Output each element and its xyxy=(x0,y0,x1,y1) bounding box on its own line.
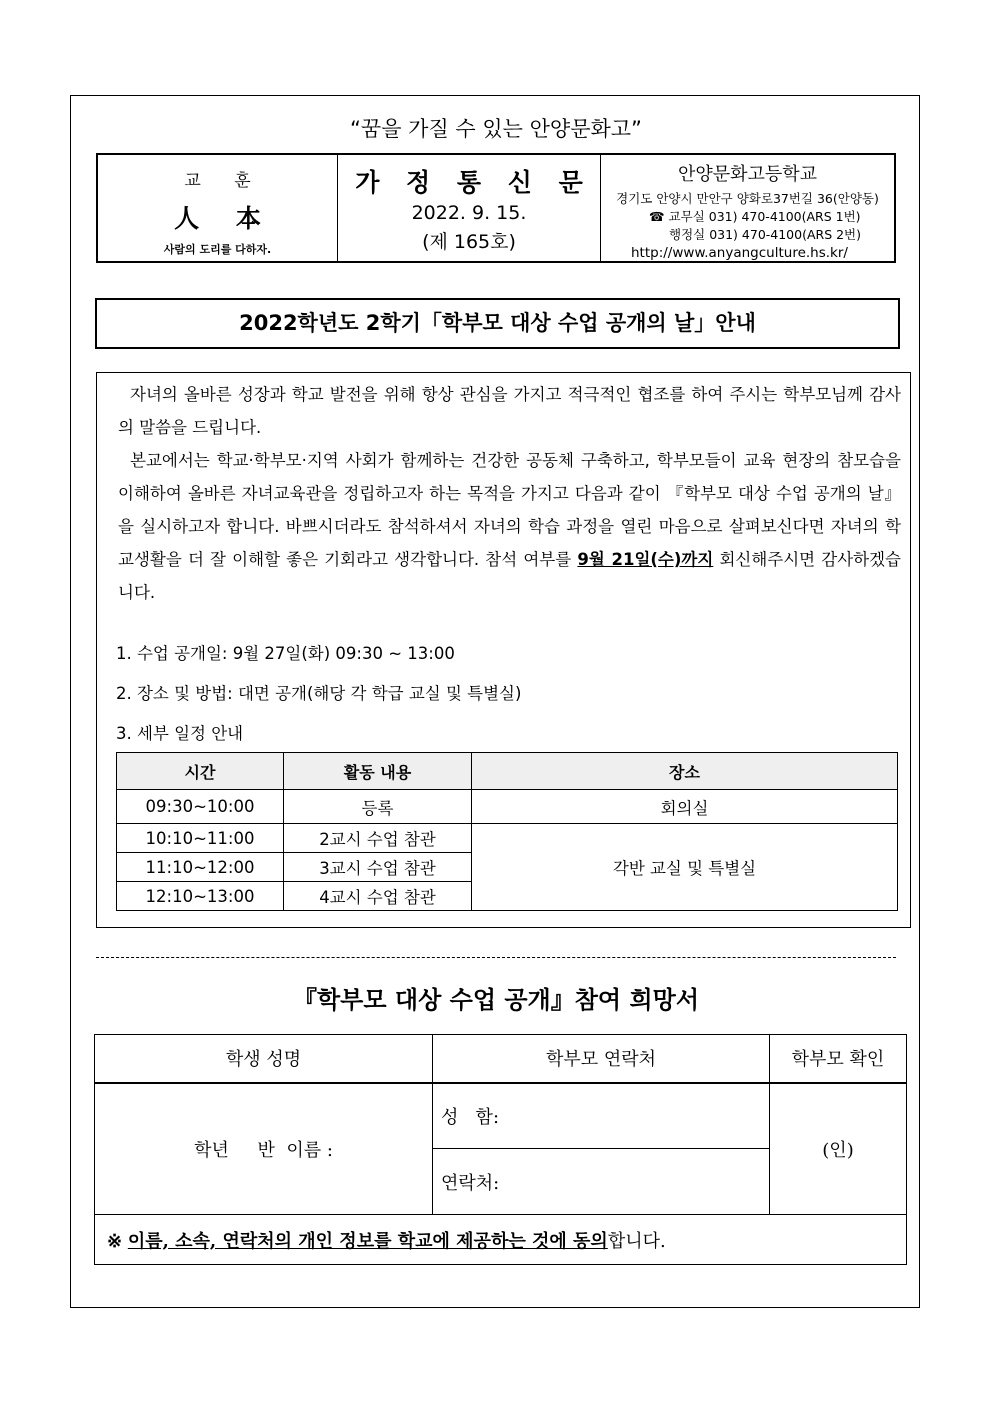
newsletter-title: 가 정 통 신 문 xyxy=(355,168,592,197)
phone-admin: 행정실 031) 470-4100(ARS 2번) xyxy=(669,227,862,242)
note-mark: ※ xyxy=(107,1230,123,1252)
activity-cell: 4교시 수업 참관 xyxy=(284,882,472,911)
header-time: 시간 xyxy=(117,753,284,790)
school-website-link[interactable]: http://www.anyangculture.hs.kr/ xyxy=(631,245,848,261)
consent-tail: 합니다. xyxy=(607,1230,666,1252)
reply-form-table xyxy=(94,1034,907,1265)
motto-main: 人 本 xyxy=(174,204,275,233)
consent-text: 이름, 소속, 연락처의 개인 정보를 학교에 제공하는 것에 동의 xyxy=(127,1230,608,1252)
notice-paragraphs xyxy=(118,378,901,609)
activity-cell: 3교시 수업 참관 xyxy=(284,853,472,882)
newsletter-date: 2022. 9. 15. xyxy=(411,202,527,224)
motto-subtitle: 사람의 도리를 다하자. xyxy=(163,243,272,256)
time-cell: 11:10~12:00 xyxy=(117,853,284,882)
item-date: 1. 수업 공개일: 9월 27일(화) 09:30 ~ 13:00 xyxy=(116,644,455,663)
header-place: 장소 xyxy=(472,753,898,790)
paragraph-greeting: 자녀의 올바른 성장과 학교 발전을 위해 항상 관심을 가지고 적극적인 협조를 하여 주시는 학부모님께 감사의 말씀을 드립니다. xyxy=(118,385,901,437)
item-place: 2. 장소 및 방법: 대면 공개(해당 각 학급 교실 및 특별실) xyxy=(116,684,522,703)
consent-statement xyxy=(95,1215,907,1265)
place-cell: 회의실 xyxy=(472,790,898,824)
header-student-name: 학생 성명 xyxy=(95,1035,433,1083)
form-consent-row xyxy=(95,1215,907,1265)
motto-label: 교 훈 xyxy=(184,171,265,191)
parent-name-field[interactable]: 성 함: xyxy=(433,1083,770,1149)
header-activity: 활동 내용 xyxy=(284,753,472,790)
reply-form-title: 『학부모 대상 수업 공개』참여 희망서 xyxy=(293,985,699,1014)
time-cell: 10:10~11:00 xyxy=(117,824,284,853)
student-info-field[interactable]: 학년 반 이름 : xyxy=(95,1083,433,1215)
parent-seal-field[interactable]: (인) xyxy=(770,1083,907,1215)
school-slogan: “꿈을 가질 수 있는 안양문화고” xyxy=(350,117,642,141)
school-contact-cell xyxy=(601,155,894,261)
paragraph-invitation-text: 본교에서는 학교·학부모·지역 사회가 함께하는 건강한 공동체 구축하고, 학부모들이 교육 현장의 참모습을 이해하여 올바른 자녀교육관을 정립하고자 하는 목적을 가지고 다음과 같이 『학부모 대상 수업 공개의 날』을 실시하고자 합니다. 바쁘시더라도 참석하셔서 자녀의 학습 과정을 열린 마음으로 살펴보신다면 자녀의 학교생활을 더 잘 이해할 좋은 기회라고 생각합니다. 참석 여부를 xyxy=(118,451,901,569)
phone-office: ☎ 교무실 031) 470-4100(ARS 1번) xyxy=(649,209,861,224)
paragraph-invitation xyxy=(118,444,901,609)
newsletter-header xyxy=(96,153,896,263)
newsletter-issue: (제 165호) xyxy=(422,231,516,253)
header-parent-contact: 학부모 연락처 xyxy=(433,1035,770,1083)
parent-contact-field[interactable]: 연락처: xyxy=(433,1149,770,1215)
newsletter-info-cell xyxy=(338,155,601,261)
school-motto-cell xyxy=(98,155,338,261)
schedule-table xyxy=(116,752,898,911)
reply-deadline: 9월 21일(수)까지 xyxy=(577,550,714,569)
paragraph-invitation-tail: 회신해주시면 감사하겠습니다. xyxy=(118,550,901,602)
form-header-row xyxy=(95,1035,907,1083)
activity-cell: 2교시 수업 참관 xyxy=(284,824,472,853)
activity-cell: 등록 xyxy=(284,790,472,824)
table-row xyxy=(117,790,898,824)
notice-title: 2022학년도 2학기「학부모 대상 수업 공개의 날」안내 xyxy=(95,298,900,349)
cut-line xyxy=(96,957,896,958)
table-row xyxy=(117,824,898,853)
form-row-name xyxy=(95,1083,907,1149)
time-cell: 09:30~10:00 xyxy=(117,790,284,824)
item-schedule: 3. 세부 일정 안내 xyxy=(116,724,244,743)
place-cell: 각반 교실 및 특별실 xyxy=(472,824,898,911)
schedule-header-row xyxy=(117,753,898,790)
school-name: 안양문화고등학교 xyxy=(677,164,818,185)
header-parent-confirm: 학부모 확인 xyxy=(770,1035,907,1083)
time-cell: 12:10~13:00 xyxy=(117,882,284,911)
school-address: 경기도 안양시 만안구 양화로37번길 36(안양동) xyxy=(616,191,879,206)
